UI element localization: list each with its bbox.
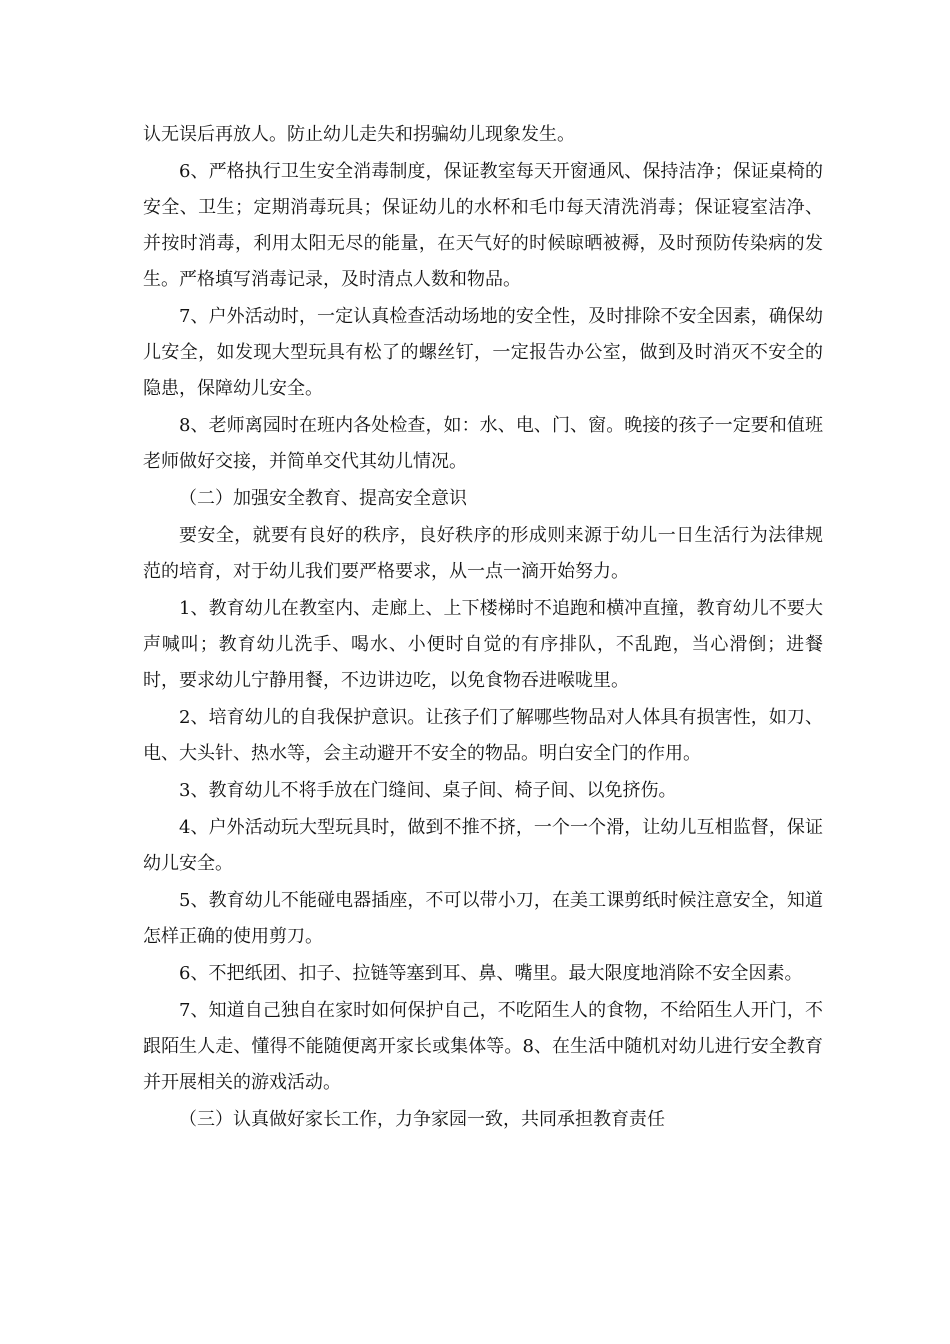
paragraph-edu-item-1: 1、教育幼儿在教室内、走廊上、上下楼梯时不追跑和横冲直撞，教育幼儿不要大声喊叫；教育幼儿洗手、喝水、小便时自觉的有序排队，不乱跑，当心滑倒；进餐时，要求幼儿宁静用餐，不边讲边吃，以免食物吞进喉咙里。 — [143, 598, 823, 691]
paragraph-section-2-intro: 要安全，就要有良好的秩序，良好秩序的形成则来源于幼儿一日生活行为法律规范的培育，对于幼儿我们要严格要求，从一点一滴开始努力。 — [143, 525, 823, 582]
paragraph-edu-item-6: 6、不把纸团、扣子、拉链等塞到耳、鼻、嘴里。最大限度地消除不安全因素。 — [179, 963, 803, 984]
paragraph-item-8-leaving: 8、老师离园时在班内各处检查，如：水、电、门、窗。晚接的孩子一定要和值班老师做好交接，并简单交代其幼儿情况。 — [143, 415, 823, 472]
paragraph-edu-item-5: 5、教育幼儿不能碰电器插座，不可以带小刀，在美工课剪纸时候注意安全，知道怎样正确的使用剪刀。 — [143, 890, 823, 947]
paragraph-edu-item-4: 4、户外活动玩大型玩具时，做到不推不挤，一个一个滑，让幼儿互相监督，保证幼儿安全。 — [143, 817, 823, 874]
paragraph-edu-item-3: 3、教育幼儿不将手放在门缝间、桌子间、椅子间、以免挤伤。 — [179, 780, 677, 801]
paragraph-continuation: 认无误后再放人。防止幼儿走失和拐骗幼儿现象发生。 — [143, 124, 575, 145]
paragraph-item-6-hygiene: 6、严格执行卫生安全消毒制度，保证教室每天开窗通风、保持洁净；保证桌椅的安全、卫生；定期消毒玩具；保证幼儿的水杯和毛巾每天清洗消毒；保证寝室洁净、并按时消毒，利用太阳无尽的能量，在天气好的时候晾晒被褥，及时预防传染病的发生。严格填写消毒记录，及时清点人数和物品。 — [143, 161, 823, 290]
document-body — [143, 117, 823, 1139]
paragraph-edu-item-2: 2、培育幼儿的自我保护意识。让孩子们了解哪些物品对人体具有损害性，如刀、电、大头针、热水等，会主动避开不安全的物品。明白安全门的作用。 — [143, 707, 823, 764]
paragraph-item-7-outdoor: 7、户外活动时，一定认真检查活动场地的安全性，及时排除不安全因素，确保幼儿安全，如发现大型玩具有松了的螺丝钉，一定报告办公室，做到及时消灭不安全的隐患，保障幼儿安全。 — [143, 306, 823, 399]
paragraph-edu-item-7-8: 7、知道自己独自在家时如何保护自己，不吃陌生人的食物，不给陌生人开门，不跟陌生人走、懂得不能随便离开家长或集体等。8、在生活中随机对幼儿进行安全教育并开展相关的游戏活动。 — [143, 1000, 823, 1093]
section-heading-2: （二）加强安全教育、提高安全意识 — [179, 488, 467, 509]
section-heading-3: （三）认真做好家长工作，力争家园一致，共同承担教育责任 — [179, 1109, 665, 1130]
